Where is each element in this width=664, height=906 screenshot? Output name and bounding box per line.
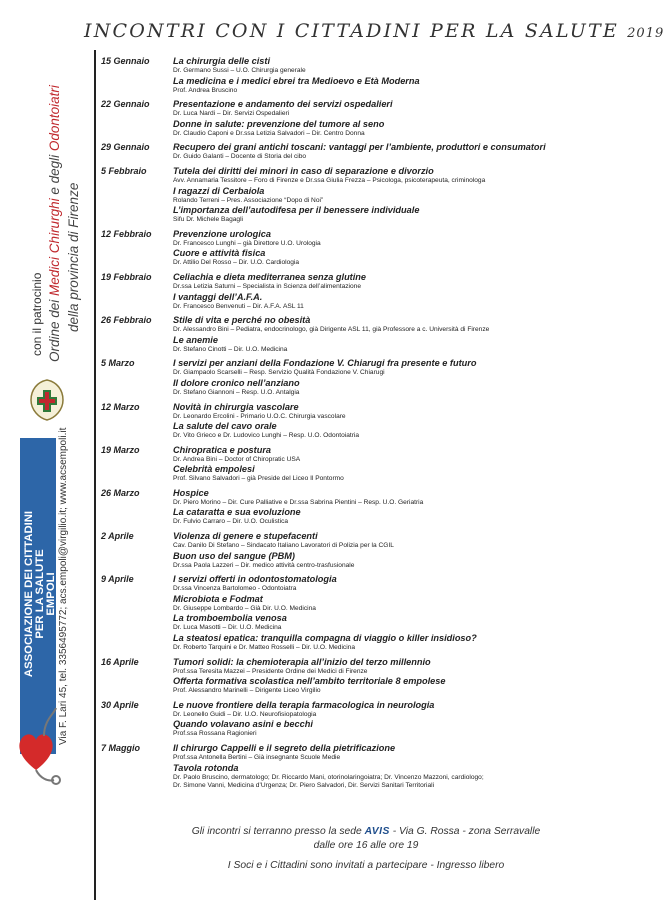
event-talks <box>173 700 631 739</box>
talk-topic: Buon uso del sangue (PBM) <box>173 550 295 561</box>
event-row <box>101 445 631 484</box>
event-date: 29 Gennaio <box>101 142 150 153</box>
talk-topic: Tavola rotonda <box>173 762 239 773</box>
talk-speaker: Prof. Andrea Bruscino <box>173 86 238 94</box>
talk-speaker: Dr. Stefano Giannoni – Resp. U.O. Antalgia <box>173 388 300 396</box>
page-title <box>84 20 664 42</box>
event-talks <box>173 358 631 397</box>
talk-topic: La medicina e i medici ebrei tra Medioevo e Età Moderna <box>173 75 420 86</box>
talk-topic: Hospice <box>173 487 209 498</box>
talk-topic: Quando volavano asini e becchi <box>173 719 313 730</box>
talk-topic: Le anemie <box>173 334 218 345</box>
event-row <box>101 166 631 225</box>
title-year: 2019 <box>627 26 664 41</box>
patronage-label: con il patrocinio <box>30 272 44 356</box>
event-row <box>101 402 631 441</box>
talk-topic: Chiropratica e postura <box>173 444 272 455</box>
event-talks <box>173 445 631 484</box>
talk-speaker: Dr.ssa Paola Lazzeri – Dir. medico attività centro-trasfusionale <box>173 561 355 569</box>
event-talks <box>173 166 631 225</box>
talk-topic: Cuore e attività fisica <box>173 248 266 259</box>
talk-speaker: Cav. Danilo Di Stefano – Sindacato Italiano Lavoratori di Polizia per la CGIL <box>173 542 394 550</box>
event-talks <box>173 488 631 527</box>
event-row <box>101 657 631 696</box>
talk-topic: Offerta formativa scolastica nell’ambito territoriale 8 empolese <box>173 676 446 687</box>
talk-topic: I ragazzi di Cerbaiola <box>173 185 265 196</box>
event-talks <box>173 272 631 311</box>
talk-topic: Donne in salute: prevenzione del tumore al seno <box>173 118 385 129</box>
event-row <box>101 743 631 791</box>
footer-venue: Gli incontri si terranno presso la sede AVIS - Via G. Rossa - zona Serravalle <box>191 826 541 837</box>
talk-speaker: Dr. Guido Galanti – Docente di Storia del cibo <box>173 153 307 161</box>
event-row <box>101 56 631 95</box>
event-talks <box>173 531 631 570</box>
talk-speaker: Dr.ssa Vincenza Bartolomeo - Odontoiatra <box>173 585 297 593</box>
talk-topic: Celiachia e dieta mediterranea senza glutine <box>173 271 367 282</box>
talk-topic: Violenza di genere e stupefacenti <box>173 531 318 542</box>
talk-speaker: Prof.ssa Rossana Ragionieri <box>173 730 257 738</box>
event-row <box>101 272 631 311</box>
talk-topic: La chirurgia delle cisti <box>173 56 271 66</box>
talk-speaker: Prof.ssa Teresita Mazzei – Presidente Ordine dei Medici di Firenze <box>173 667 368 675</box>
talk-topic: Celebrità empolesi <box>173 464 255 475</box>
talk-speaker: Rolando Terreni – Pres. Associazione “Dopo di Noi” <box>173 196 324 204</box>
talk-topic: I servizi offerti in odontostomatologia <box>173 574 337 585</box>
talk-topic: Microbiota e Fodmat <box>173 593 263 604</box>
talk-speaker: Prof.ssa Antonella Bertini – Già insegnante Scuole Medie <box>173 754 341 761</box>
event-talks <box>173 56 631 95</box>
association-contact: Via F. Lari 45, tel. 3356495772; acs.empoli@virgilio.it; www.acsempoli.it <box>58 427 69 745</box>
event-talks <box>173 99 631 138</box>
association-name: ASSOCIAZIONE DEI CITTADINI PER LA SALUTE EMPOLI <box>23 510 57 678</box>
event-date: 12 Marzo <box>101 401 140 412</box>
event-talks <box>173 574 631 652</box>
talk-topic: La steatosi epatica: tranquilla compagna di viaggio o killer insidioso? <box>173 633 477 644</box>
talk-topic: Il dolore cronico nell’anziano <box>173 377 300 388</box>
event-row <box>101 488 631 527</box>
talk-speaker: Dr. Giampaolo Scarselli – Resp. Servizio Qualità Fondazione V. Chiarugi <box>173 369 385 377</box>
talk-topic: I servizi per anziani della Fondazione V. Chiarugi fra presente e futuro <box>173 358 477 369</box>
event-talks <box>173 743 631 791</box>
talk-topic: Prevenzione urologica <box>173 228 272 239</box>
event-date: 9 Aprile <box>101 574 134 585</box>
talk-speaker: Dr. Leonardo Ercolini - Primario U.O.C. Chirurgia vascolare <box>173 412 346 420</box>
event-date: 19 Febbraio <box>101 271 152 282</box>
talk-speaker: Avv. Annamaria Tessitore – Foro di Firenze e Dr.ssa Giulia Frezza – Psicologa, psicoterapeuta, criminologa <box>173 176 486 184</box>
talk-topic: Le nuove frontiere della terapia farmacologica in neurologia <box>173 699 435 710</box>
talk-speaker: Dr. Giuseppe Lombardo – Già Dir. U.O. Medicina <box>173 604 316 612</box>
title-text: INCONTRI CON I CITTADINI PER LA SALUTE <box>84 20 619 42</box>
event-date: 26 Febbraio <box>101 315 152 326</box>
talk-speaker: Dr. Luca Masotti – Dir. U.O. Medicina <box>173 624 282 632</box>
talk-speaker: Prof. Silvano Salvadori – già Preside del Liceo Il Pontormo <box>173 475 344 483</box>
event-date: 5 Febbraio <box>101 165 147 176</box>
event-date: 15 Gennaio <box>101 56 150 66</box>
event-row <box>101 229 631 268</box>
footer-invite: I Soci e i Cittadini sono invitati a partecipare - Ingresso libero <box>227 860 505 871</box>
event-row <box>101 315 631 354</box>
talk-speaker: Dr. Stefano Cinotti – Dir. U.O. Medicina <box>173 345 288 353</box>
talk-topic: Stile di vita e perché no obesità <box>173 315 311 326</box>
event-date: 7 Maggio <box>101 743 141 753</box>
event-date: 19 Marzo <box>101 444 140 455</box>
events-list <box>101 56 631 795</box>
order-province: della provincia di Firenze <box>66 182 81 332</box>
talk-topic: Tumori solidi: la chemioterapia all’inizio del terzo millennio <box>173 656 431 667</box>
talk-speaker: Dr. Alessandro Bini – Pediatra, endocrinologo, già Dirigente ASL 11, già Professore a c. Università di Firenze <box>173 326 490 334</box>
event-talks <box>173 402 631 441</box>
event-date: 2 Aprile <box>101 531 134 542</box>
event-date: 22 Gennaio <box>101 99 150 110</box>
talk-speaker: Dr.ssa Letizia Saturni – Specialista in Scienza dell’alimentazione <box>173 282 362 290</box>
event-talks <box>173 315 631 354</box>
talk-topic: Recupero dei grani antichi toscani: vantaggi per l’ambiente, produttori e consumatori <box>173 142 546 153</box>
talk-speaker: Prof. Alessandro Marinelli – Dirigente Liceo Virgilio <box>173 687 321 695</box>
medical-order-logo-icon <box>27 378 67 422</box>
talk-topic: La salute del cavo orale <box>173 421 277 432</box>
talk-speaker: Dr. Andrea Bini – Doctor of Chiropratic USA <box>173 455 301 463</box>
event-date: 12 Febbraio <box>101 228 152 239</box>
event-row <box>101 574 631 652</box>
talk-topic: Presentazione e andamento dei servizi ospedalieri <box>173 99 393 110</box>
heart-stethoscope-icon <box>14 700 62 790</box>
talk-topic: Novità in chirurgia vascolare <box>173 401 299 412</box>
talk-speaker: Dr. Piero Morino – Dir. Cure Palliative e Dr.ssa Sabrina Pientini – Resp. U.O. Geriatria <box>173 498 424 506</box>
talk-topic: I vantaggi dell’A.F.A. <box>173 291 263 302</box>
talk-speaker: Dr. Simone Vanni, Medicina d’Urgenza; Dr. Piero Salvadori, Dir. Servizi Sanitari Territoriali <box>173 782 435 790</box>
order-name: Ordine dei Medici Chirurghi e degli Odontoiatri <box>47 85 62 362</box>
event-row <box>101 358 631 397</box>
talk-topic: Tutela dei diritti dei minori in caso di separazione e divorzio <box>173 165 434 176</box>
talk-speaker: Dr. Roberto Tarquini e Dr. Matteo Rosselli – Dir. U.O. Medicina <box>173 644 356 652</box>
talk-speaker: Dr. Francesco Lunghi – già Direttore U.O. Urologia <box>173 239 321 247</box>
event-row <box>101 99 631 138</box>
talk-speaker: Dr. Leonello Guidi – Dir. U.O. Neurofisiopatologia <box>173 710 317 718</box>
event-date: 30 Aprile <box>101 699 139 710</box>
talk-speaker: Dr. Fulvio Carraro – Dir. U.O. Oculistica <box>173 518 289 526</box>
event-row <box>101 531 631 570</box>
avis-logo: AVIS <box>364 826 390 837</box>
event-date: 5 Marzo <box>101 358 135 369</box>
talk-speaker: Dr. Attilio Del Rosso – Dir. U.O. Cardiologia <box>173 259 300 267</box>
event-row <box>101 142 631 162</box>
event-talks <box>173 142 631 162</box>
talk-topic: Il chirurgo Cappelli e il segreto della pietrificazione <box>173 743 396 753</box>
event-talks <box>173 657 631 696</box>
talk-speaker: Dr. Claudio Caponi e Dr.ssa Letizia Salvadori – Dir. Centro Donna <box>173 129 365 137</box>
footer-hours: dalle ore 16 alle ore 19 <box>313 840 419 851</box>
talk-speaker: Dr. Paolo Bruscino, dermatologo; Dr. Riccardo Mani, otorinolaringoiatra; Dr. Vincenzo Mazzoni, cardiologo; <box>173 773 484 781</box>
talk-speaker: Dr. Vito Grieco e Dr. Ludovico Lunghi – Resp. U.O. Odontoiatria <box>173 432 360 440</box>
event-talks <box>173 229 631 268</box>
event-date: 26 Marzo <box>101 487 140 498</box>
talk-topic: La tromboembolia venosa <box>173 613 287 624</box>
talk-speaker: Dr. Germano Sussi – U.O. Chirurgia generale <box>173 67 306 74</box>
talk-speaker: Dr. Luca Nardi – Dir. Servizi Ospedalieri <box>173 110 290 118</box>
talk-speaker: Dr. Francesco Benvenuti – Dir. A.F.A. ASL 11 <box>173 302 304 310</box>
talk-speaker: Sifu Dr. Michele Bagagli <box>173 216 244 224</box>
talk-topic: La cataratta e sua evoluzione <box>173 507 301 518</box>
vertical-divider <box>94 50 96 900</box>
talk-topic: L’importanza dell’autodifesa per il benessere individuale <box>173 205 420 216</box>
event-date: 16 Aprile <box>101 656 139 667</box>
event-row <box>101 700 631 739</box>
